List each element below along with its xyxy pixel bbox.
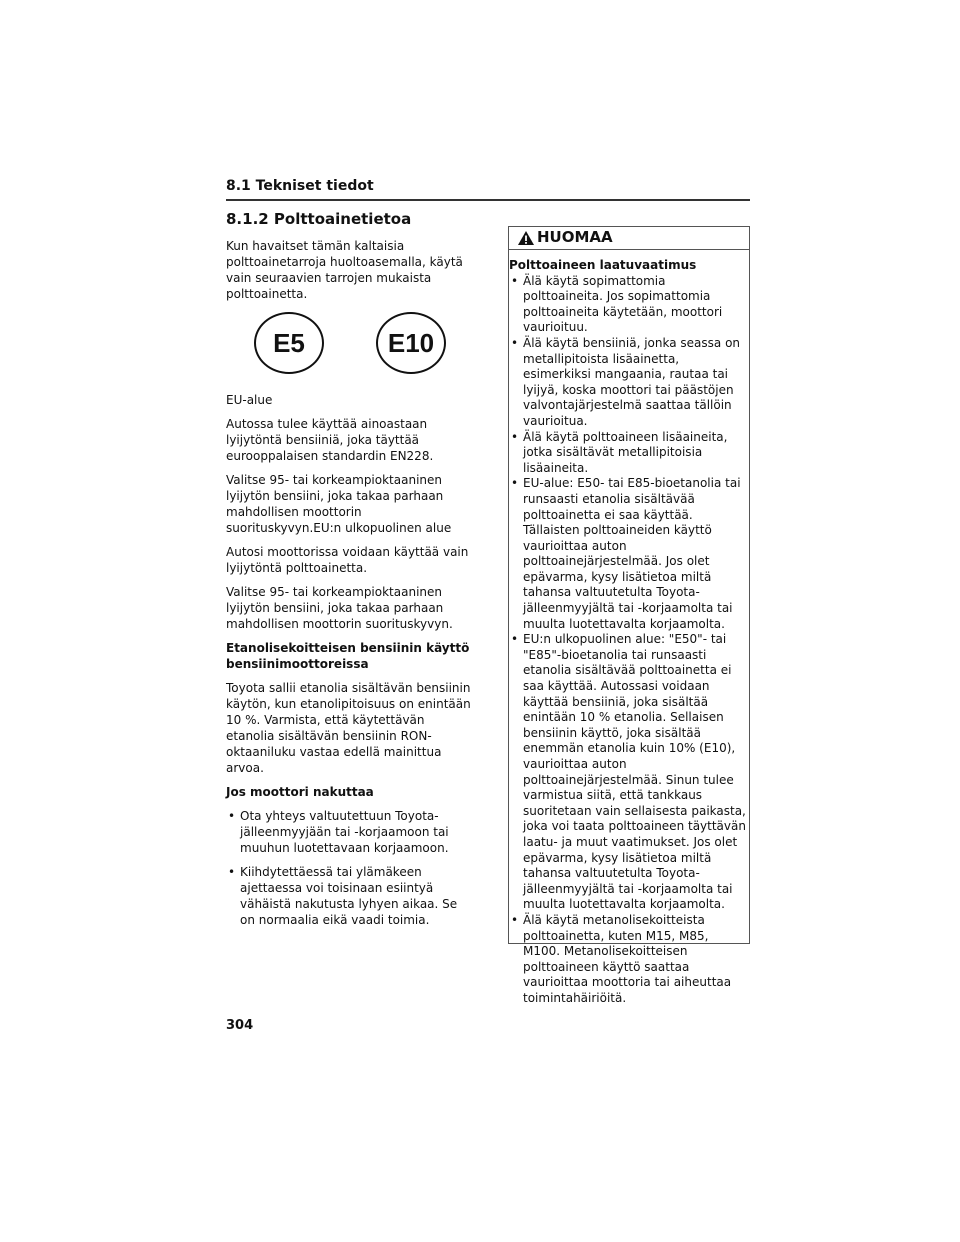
list-item: • EU-alue: E50- tai E85-bioetanolia tai runsaasti etanolia sisältävää polttoainetta ei saa käyttää. Tällaisten polttoaineiden käyttö vaurioittaa auton polttoainejärjestelmää. Jos olet epävarma, kysy lisätietoa miltä tahansa valtuutetulta Toyota-jälleenmyyjältä tai -korjaamolta tai muulta luotettavalta korjaamolta. xyxy=(509,476,749,632)
notice-body xyxy=(509,250,749,1007)
section-title: 8.1 Tekniset tiedot xyxy=(226,178,374,194)
page-header xyxy=(226,178,750,201)
fuel-label-e5: E5 xyxy=(254,312,324,374)
ethanol-paragraph: Toyota sallii etanolia sisältävän bensiinin käytön, kun etanolipitoisuus on enintään 10 %. Varmista, että käytettävän etanolia sisältävän bensiinin RON-oktaaniluku vastaa edellä mainittua arvoa. xyxy=(226,681,471,775)
octane-paragraph: Valitse 95- tai korkeampioktaaninen lyijytön bensiini, joka takaa parhaan mahdollisen moottorin suorituskyvyn.EU:n ulkopuolinen alue xyxy=(226,473,452,535)
warning-icon xyxy=(517,230,535,246)
list-item: • Älä käytä sopimattomia polttoaineita. Jos sopimattomia polttoaineita käytetään, moottori vaurioituu. xyxy=(509,274,749,336)
page-title: 8.1.2 Polttoainetietoa xyxy=(226,210,412,228)
eu-paragraph: Autossa tulee käyttää ainoastaan lyijytöntä bensiiniä, joka täyttää eurooppalaisen standardin EN228. xyxy=(226,417,434,463)
fuel-label-e10: E10 xyxy=(376,312,446,374)
page-number: 304 xyxy=(226,1018,254,1033)
knock-list xyxy=(226,808,472,928)
notice-header xyxy=(509,227,749,250)
notice-title: HUOMAA xyxy=(537,228,613,247)
notice-box xyxy=(508,226,750,1005)
octane-paragraph-2: Valitse 95- tai korkeampioktaaninen lyijytön bensiini, joka takaa parhaan mahdollisen moottorin suorituskyvyn. xyxy=(226,585,453,631)
left-column xyxy=(226,210,472,936)
list-item: • Älä käytä polttoaineen lisäaineita, jotka sisältävät metallipitoisia lisäaineita. xyxy=(509,430,749,477)
eu-region-label: EU-alue xyxy=(226,393,273,407)
list-item: • EU:n ulkopuolinen alue: "E50"- tai "E85"-bioetanolia tai runsaasti etanolia sisältävää polttoainetta ei saa käyttää. Autossasi voidaan käyttää bensiiniä, joka sisältää enintään 10 % etanolia. Sellaisen bensiinin käyttö, joka sisältää enemmän etanolia kuin 10% (E10), vaurioittaa auton polttoainejärjestelmää. Sinun tulee varmistua siitä, että tankkaus suoritetaan vain sellaisesta paikasta, joka voi taata polttoaineen täyttävän laatu- ja muut vaatimukset. Jos olet epävarma, kysy lisätietoa miltä tahansa valtuutetulta Toyota-jälleenmyyjältä tai -korjaamolta tai muulta luotettavalta korjaamolta. xyxy=(509,632,749,913)
ethanol-heading: Etanolisekoitteisen bensiinin käyttö bensiinimoottoreissa xyxy=(226,641,470,671)
header-divider xyxy=(226,199,750,201)
list-item: • Ota yhteys valtuutettuun Toyota-jälleenmyyjään tai -korjaamoon tai muuhun luotettavaan korjaamoon. xyxy=(226,808,472,856)
fuel-labels xyxy=(226,312,472,382)
notice-subtitle: Polttoaineen laatuvaatimus xyxy=(509,258,697,272)
list-item: • Kiihdytettäessä tai ylämäkeen ajettaessa voi toisinaan esiintyä vähäistä nakutusta lyhyen aikaa. Se on normaalia eikä vaadi toimia. xyxy=(226,864,472,928)
unleaded-paragraph: Autosi moottorissa voidaan käyttää vain lyijytöntä polttoainetta. xyxy=(226,545,469,575)
knock-heading: Jos moottori nakuttaa xyxy=(226,785,374,799)
list-item: • Älä käytä metanolisekoitteista polttoainetta, kuten M15, M85, M100. Metanolisekoitteisen polttoaineen käyttö saattaa vaurioittaa moottoria tai aiheuttaa toimintahäiriöitä. xyxy=(509,913,749,1007)
list-item: • Älä käytä bensiiniä, jonka seassa on metallipitoista lisäainetta, esimerkiksi mangaania, rautaa tai lyijyä, koska moottori tai päästöjen valvontajärjestelmä saattaa tällöin vaurioitua. xyxy=(509,336,749,430)
intro-paragraph: Kun havaitset tämän kaltaisia polttoainetarroja huoltoasemalla, käytä vain seuraavien tarrojen mukaista polttoainetta. xyxy=(226,239,463,301)
notice-list xyxy=(509,274,749,1007)
